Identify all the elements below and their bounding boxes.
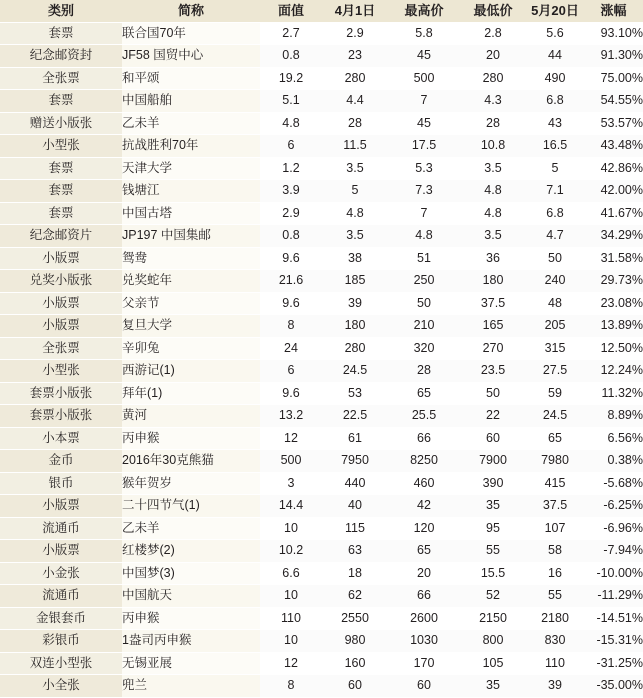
cell-low: 20 (460, 45, 526, 68)
cell-low: 10.8 (460, 135, 526, 158)
table-row (0, 382, 643, 405)
cell-may20: 43 (526, 112, 584, 135)
cell-low: 52 (460, 585, 526, 608)
cell-low: 22 (460, 405, 526, 428)
cell-face-value: 1.2 (260, 157, 322, 180)
cell-change: -6.25% (584, 495, 643, 518)
cell-change: 53.57% (584, 112, 643, 135)
cell-change: -5.68% (584, 472, 643, 495)
cell-apr1: 61 (322, 427, 388, 450)
cell-may20: 4.7 (526, 225, 584, 248)
table-row (0, 405, 643, 428)
cell-low: 37.5 (460, 292, 526, 315)
cell-apr1: 40 (322, 495, 388, 518)
cell-high: 42 (388, 495, 460, 518)
table-row (0, 90, 643, 113)
cell-face-value: 12 (260, 652, 322, 675)
cell-category: 金币 (0, 450, 122, 473)
cell-may20: 6.8 (526, 90, 584, 113)
cell-category: 小版票 (0, 315, 122, 338)
cell-change: -6.96% (584, 517, 643, 540)
table-row (0, 607, 643, 630)
table-row (0, 67, 643, 90)
table-row (0, 472, 643, 495)
cell-may20: 27.5 (526, 360, 584, 383)
column-header-may20: 5月20日 (526, 0, 584, 22)
cell-face-value: 10 (260, 585, 322, 608)
cell-face-value: 14.4 (260, 495, 322, 518)
cell-category: 小版票 (0, 540, 122, 563)
cell-low: 3.5 (460, 225, 526, 248)
cell-apr1: 60 (322, 675, 388, 698)
cell-face-value: 6 (260, 360, 322, 383)
cell-change: 29.73% (584, 270, 643, 293)
cell-category: 流通币 (0, 585, 122, 608)
cell-apr1: 5 (322, 180, 388, 203)
cell-low: 35 (460, 495, 526, 518)
cell-may20: 415 (526, 472, 584, 495)
cell-low: 800 (460, 630, 526, 653)
cell-change: 41.67% (584, 202, 643, 225)
cell-name: 黄河 (122, 405, 260, 428)
cell-face-value: 2.7 (260, 22, 322, 45)
cell-change: 93.10% (584, 22, 643, 45)
cell-face-value: 6.6 (260, 562, 322, 585)
cell-apr1: 62 (322, 585, 388, 608)
cell-category: 银币 (0, 472, 122, 495)
cell-low: 105 (460, 652, 526, 675)
table-row (0, 495, 643, 518)
cell-low: 165 (460, 315, 526, 338)
cell-name: 中国船舶 (122, 90, 260, 113)
cell-low: 50 (460, 382, 526, 405)
cell-may20: 37.5 (526, 495, 584, 518)
cell-apr1: 3.5 (322, 157, 388, 180)
cell-may20: 2180 (526, 607, 584, 630)
cell-may20: 59 (526, 382, 584, 405)
cell-high: 25.5 (388, 405, 460, 428)
cell-name: 乙未羊 (122, 112, 260, 135)
table-header (0, 0, 643, 22)
cell-may20: 830 (526, 630, 584, 653)
cell-apr1: 440 (322, 472, 388, 495)
cell-low: 36 (460, 247, 526, 270)
cell-may20: 490 (526, 67, 584, 90)
cell-category: 纪念邮资封 (0, 45, 122, 68)
cell-apr1: 22.5 (322, 405, 388, 428)
cell-low: 2.8 (460, 22, 526, 45)
cell-apr1: 4.4 (322, 90, 388, 113)
cell-apr1: 24.5 (322, 360, 388, 383)
column-header-change: 涨幅 (584, 0, 643, 22)
cell-name: JF58 国贸中心 (122, 45, 260, 68)
cell-change: 34.29% (584, 225, 643, 248)
cell-change: -14.51% (584, 607, 643, 630)
cell-face-value: 500 (260, 450, 322, 473)
cell-face-value: 3 (260, 472, 322, 495)
cell-name: 西游记(1) (122, 360, 260, 383)
cell-face-value: 21.6 (260, 270, 322, 293)
cell-change: 11.32% (584, 382, 643, 405)
cell-face-value: 19.2 (260, 67, 322, 90)
cell-change: -35.00% (584, 675, 643, 698)
cell-high: 4.8 (388, 225, 460, 248)
cell-name: 乙未羊 (122, 517, 260, 540)
cell-name: 鸳鸯 (122, 247, 260, 270)
cell-name: 抗战胜利70年 (122, 135, 260, 158)
cell-low: 55 (460, 540, 526, 563)
cell-name: 丙申猴 (122, 427, 260, 450)
cell-face-value: 6 (260, 135, 322, 158)
cell-category: 金银套币 (0, 607, 122, 630)
table-row (0, 652, 643, 675)
cell-face-value: 4.8 (260, 112, 322, 135)
cell-name: 中国航天 (122, 585, 260, 608)
cell-name: 联合国70年 (122, 22, 260, 45)
table-row (0, 540, 643, 563)
cell-high: 66 (388, 585, 460, 608)
cell-high: 5.8 (388, 22, 460, 45)
cell-may20: 7980 (526, 450, 584, 473)
cell-low: 95 (460, 517, 526, 540)
cell-high: 8250 (388, 450, 460, 473)
cell-face-value: 9.6 (260, 292, 322, 315)
cell-may20: 24.5 (526, 405, 584, 428)
cell-may20: 50 (526, 247, 584, 270)
cell-low: 390 (460, 472, 526, 495)
cell-category: 全张票 (0, 337, 122, 360)
cell-low: 270 (460, 337, 526, 360)
cell-low: 4.8 (460, 202, 526, 225)
cell-change: 23.08% (584, 292, 643, 315)
cell-low: 23.5 (460, 360, 526, 383)
cell-high: 60 (388, 675, 460, 698)
cell-apr1: 38 (322, 247, 388, 270)
column-header-name: 简称 (122, 0, 260, 22)
cell-face-value: 3.9 (260, 180, 322, 203)
cell-high: 51 (388, 247, 460, 270)
cell-name: 兜兰 (122, 675, 260, 698)
cell-category: 小金张 (0, 562, 122, 585)
cell-high: 210 (388, 315, 460, 338)
cell-name: 红楼梦(2) (122, 540, 260, 563)
cell-may20: 39 (526, 675, 584, 698)
cell-apr1: 3.5 (322, 225, 388, 248)
cell-face-value: 10 (260, 517, 322, 540)
cell-apr1: 7950 (322, 450, 388, 473)
cell-low: 35 (460, 675, 526, 698)
cell-name: 二十四节气(1) (122, 495, 260, 518)
cell-low: 280 (460, 67, 526, 90)
cell-may20: 16.5 (526, 135, 584, 158)
table-row (0, 450, 643, 473)
cell-may20: 65 (526, 427, 584, 450)
cell-category: 小型张 (0, 135, 122, 158)
cell-name: 天津大学 (122, 157, 260, 180)
cell-category: 套票小版张 (0, 405, 122, 428)
cell-category: 小全张 (0, 675, 122, 698)
header-row (0, 0, 643, 22)
cell-category: 彩银币 (0, 630, 122, 653)
table-row (0, 157, 643, 180)
cell-change: -15.31% (584, 630, 643, 653)
column-header-category: 类别 (0, 0, 122, 22)
cell-category: 小版票 (0, 292, 122, 315)
cell-face-value: 8 (260, 675, 322, 698)
cell-change: 54.55% (584, 90, 643, 113)
cell-low: 15.5 (460, 562, 526, 585)
cell-low: 7900 (460, 450, 526, 473)
cell-high: 500 (388, 67, 460, 90)
cell-may20: 48 (526, 292, 584, 315)
cell-category: 套票 (0, 90, 122, 113)
cell-low: 3.5 (460, 157, 526, 180)
cell-high: 320 (388, 337, 460, 360)
cell-low: 60 (460, 427, 526, 450)
table-row (0, 315, 643, 338)
cell-may20: 7.1 (526, 180, 584, 203)
cell-change: 12.50% (584, 337, 643, 360)
cell-category: 小版票 (0, 495, 122, 518)
cell-may20: 315 (526, 337, 584, 360)
cell-category: 套票 (0, 180, 122, 203)
cell-low: 4.8 (460, 180, 526, 203)
cell-apr1: 160 (322, 652, 388, 675)
cell-category: 小型张 (0, 360, 122, 383)
cell-high: 7 (388, 202, 460, 225)
cell-face-value: 12 (260, 427, 322, 450)
cell-face-value: 24 (260, 337, 322, 360)
table-row (0, 337, 643, 360)
cell-high: 7 (388, 90, 460, 113)
cell-face-value: 9.6 (260, 247, 322, 270)
cell-may20: 240 (526, 270, 584, 293)
cell-face-value: 2.9 (260, 202, 322, 225)
cell-apr1: 180 (322, 315, 388, 338)
cell-apr1: 2550 (322, 607, 388, 630)
cell-name: 钱塘江 (122, 180, 260, 203)
table-row (0, 247, 643, 270)
cell-category: 套票 (0, 202, 122, 225)
cell-change: 31.58% (584, 247, 643, 270)
cell-high: 66 (388, 427, 460, 450)
cell-high: 7.3 (388, 180, 460, 203)
cell-high: 50 (388, 292, 460, 315)
cell-may20: 58 (526, 540, 584, 563)
cell-name: 兑奖蛇年 (122, 270, 260, 293)
cell-face-value: 8 (260, 315, 322, 338)
cell-name: 父亲节 (122, 292, 260, 315)
cell-name: 拜年(1) (122, 382, 260, 405)
cell-name: 猴年贺岁 (122, 472, 260, 495)
column-header-face-value: 面值 (260, 0, 322, 22)
cell-change: 8.89% (584, 405, 643, 428)
cell-name: 中国梦(3) (122, 562, 260, 585)
cell-apr1: 11.5 (322, 135, 388, 158)
table-row (0, 45, 643, 68)
cell-face-value: 10 (260, 630, 322, 653)
cell-high: 120 (388, 517, 460, 540)
cell-face-value: 5.1 (260, 90, 322, 113)
cell-change: 6.56% (584, 427, 643, 450)
cell-high: 460 (388, 472, 460, 495)
cell-change: 12.24% (584, 360, 643, 383)
cell-high: 17.5 (388, 135, 460, 158)
cell-low: 180 (460, 270, 526, 293)
cell-category: 全张票 (0, 67, 122, 90)
cell-apr1: 23 (322, 45, 388, 68)
cell-name: 和平颂 (122, 67, 260, 90)
cell-high: 1030 (388, 630, 460, 653)
cell-name: 2016年30克熊猫 (122, 450, 260, 473)
table-row (0, 225, 643, 248)
cell-face-value: 0.8 (260, 225, 322, 248)
cell-apr1: 280 (322, 67, 388, 90)
cell-apr1: 18 (322, 562, 388, 585)
cell-may20: 55 (526, 585, 584, 608)
cell-category: 流通币 (0, 517, 122, 540)
cell-change: 0.38% (584, 450, 643, 473)
table-row (0, 675, 643, 698)
cell-apr1: 39 (322, 292, 388, 315)
cell-may20: 107 (526, 517, 584, 540)
table-row (0, 517, 643, 540)
cell-may20: 110 (526, 652, 584, 675)
cell-apr1: 63 (322, 540, 388, 563)
cell-low: 4.3 (460, 90, 526, 113)
cell-apr1: 115 (322, 517, 388, 540)
cell-high: 65 (388, 382, 460, 405)
cell-apr1: 980 (322, 630, 388, 653)
cell-change: 91.30% (584, 45, 643, 68)
table-row (0, 270, 643, 293)
cell-name: 无锡亚展 (122, 652, 260, 675)
cell-apr1: 185 (322, 270, 388, 293)
cell-name: 中国古塔 (122, 202, 260, 225)
cell-high: 5.3 (388, 157, 460, 180)
cell-may20: 6.8 (526, 202, 584, 225)
cell-name: 辛卯兔 (122, 337, 260, 360)
cell-apr1: 2.9 (322, 22, 388, 45)
cell-category: 纪念邮资片 (0, 225, 122, 248)
cell-change: -31.25% (584, 652, 643, 675)
table-row (0, 360, 643, 383)
table-row (0, 202, 643, 225)
cell-face-value: 9.6 (260, 382, 322, 405)
cell-low: 28 (460, 112, 526, 135)
cell-apr1: 280 (322, 337, 388, 360)
table-body (0, 22, 643, 697)
cell-change: -7.94% (584, 540, 643, 563)
cell-category: 双连小型张 (0, 652, 122, 675)
cell-face-value: 110 (260, 607, 322, 630)
cell-category: 赠送小版张 (0, 112, 122, 135)
cell-high: 170 (388, 652, 460, 675)
table-row (0, 630, 643, 653)
cell-low: 2150 (460, 607, 526, 630)
cell-change: -10.00% (584, 562, 643, 585)
table-row (0, 135, 643, 158)
cell-change: 75.00% (584, 67, 643, 90)
cell-high: 28 (388, 360, 460, 383)
cell-may20: 5.6 (526, 22, 584, 45)
cell-face-value: 0.8 (260, 45, 322, 68)
cell-high: 20 (388, 562, 460, 585)
table-row (0, 112, 643, 135)
cell-face-value: 10.2 (260, 540, 322, 563)
cell-change: 42.86% (584, 157, 643, 180)
table-row (0, 22, 643, 45)
cell-name: 1盎司丙申猴 (122, 630, 260, 653)
cell-category: 小本票 (0, 427, 122, 450)
table-row (0, 562, 643, 585)
cell-face-value: 13.2 (260, 405, 322, 428)
cell-change: 42.00% (584, 180, 643, 203)
cell-category: 套票小版张 (0, 382, 122, 405)
cell-high: 2600 (388, 607, 460, 630)
cell-name: 丙申猴 (122, 607, 260, 630)
table-row (0, 585, 643, 608)
cell-category: 兑奖小版张 (0, 270, 122, 293)
column-header-low: 最低价 (460, 0, 526, 22)
cell-high: 45 (388, 112, 460, 135)
column-header-apr1: 4月1日 (322, 0, 388, 22)
cell-change: -11.29% (584, 585, 643, 608)
table-row (0, 292, 643, 315)
column-header-high: 最高价 (388, 0, 460, 22)
table-row (0, 427, 643, 450)
cell-apr1: 4.8 (322, 202, 388, 225)
cell-apr1: 28 (322, 112, 388, 135)
cell-may20: 44 (526, 45, 584, 68)
cell-high: 45 (388, 45, 460, 68)
cell-category: 套票 (0, 157, 122, 180)
cell-category: 小版票 (0, 247, 122, 270)
cell-high: 65 (388, 540, 460, 563)
cell-name: JP197 中国集邮 (122, 225, 260, 248)
table-row (0, 180, 643, 203)
cell-category: 套票 (0, 22, 122, 45)
cell-may20: 205 (526, 315, 584, 338)
cell-apr1: 53 (322, 382, 388, 405)
cell-change: 43.48% (584, 135, 643, 158)
cell-high: 250 (388, 270, 460, 293)
cell-may20: 16 (526, 562, 584, 585)
cell-may20: 5 (526, 157, 584, 180)
cell-change: 13.89% (584, 315, 643, 338)
cell-name: 复旦大学 (122, 315, 260, 338)
